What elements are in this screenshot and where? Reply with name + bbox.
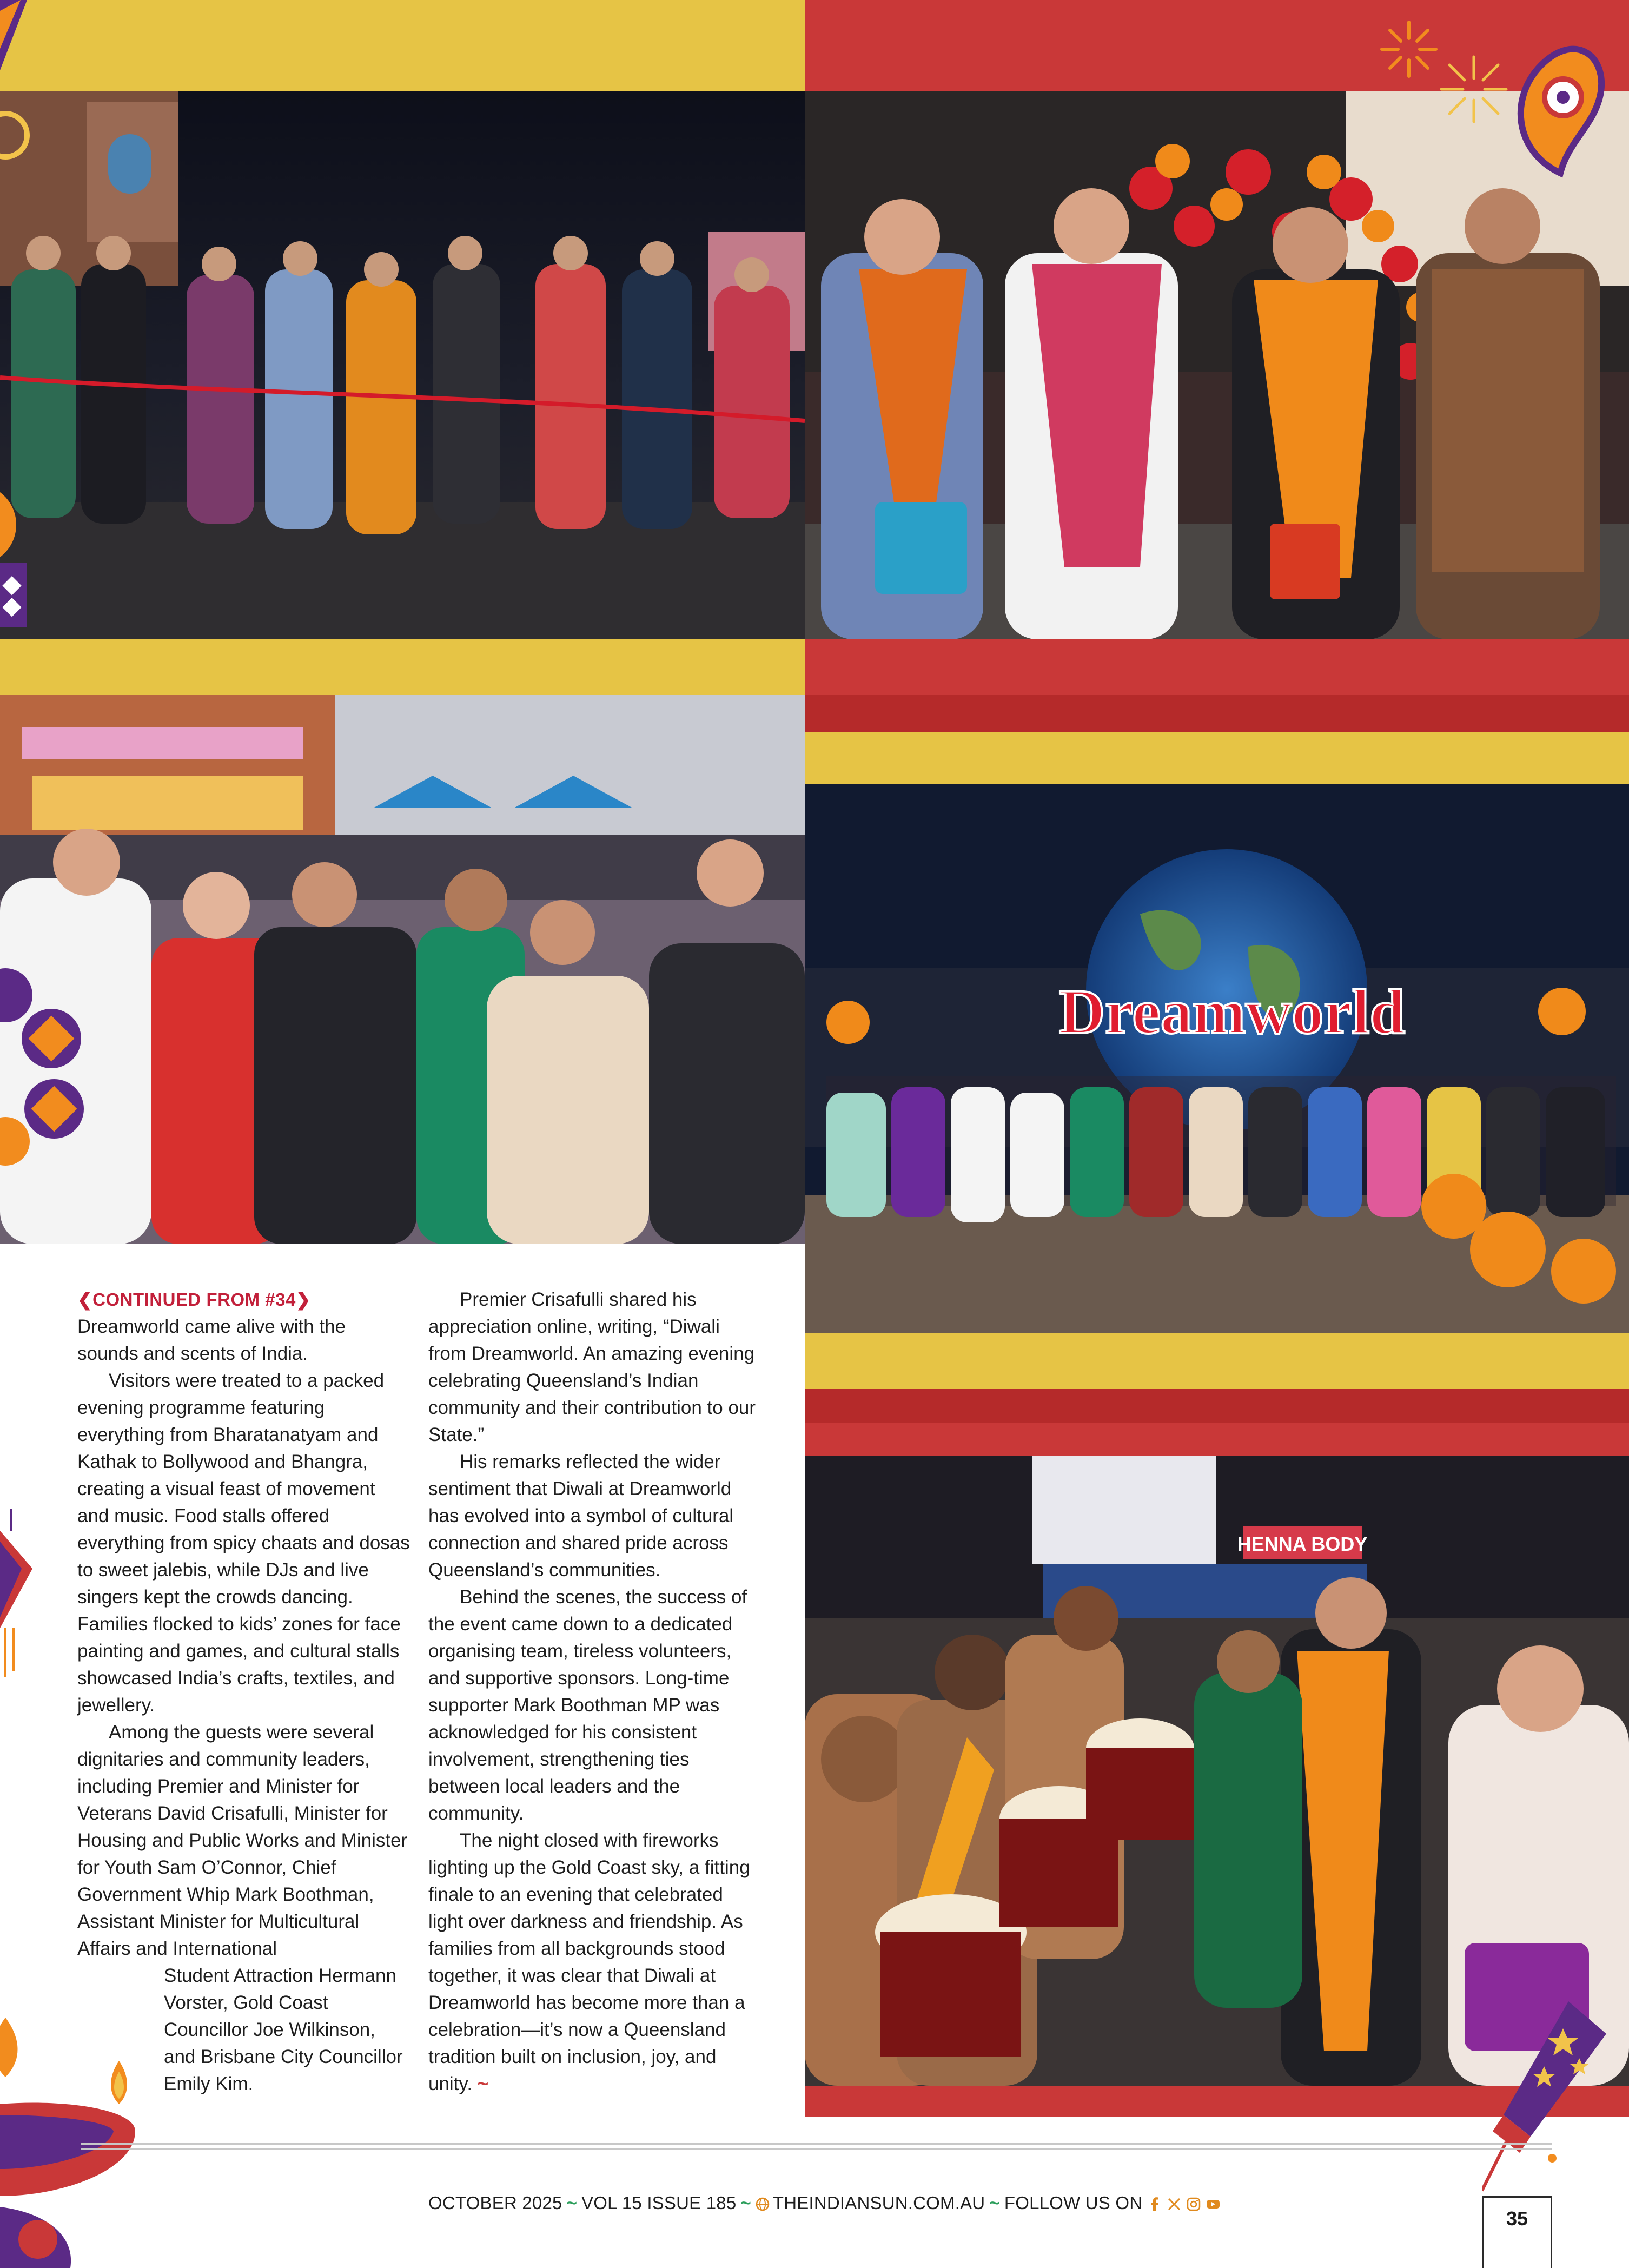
left-diamond-ornaments	[0, 963, 97, 1190]
footer-issue: VOL 15 ISSUE 185	[581, 2193, 737, 2213]
footer-website[interactable]: THEINDIANSUN.COM.AU	[772, 2193, 985, 2213]
footer-separator: ~	[989, 2193, 1000, 2213]
article-column-2	[428, 1286, 761, 2098]
end-mark-icon: ~	[477, 2073, 489, 2094]
facebook-icon[interactable]	[1148, 2197, 1162, 2211]
dreamworld-sign-text: Dreamworld	[1058, 976, 1406, 1047]
footer-rule	[81, 2143, 1552, 2145]
col2-para-4-text: The night closed with fireworks lighting up the Gold Coast sky, a fitting finale to an evening that celebrated light over darkness and friendship. As families from all backgrounds stood together, it was clear that Diwali at Dreamworld has become more than a celebration—it’s now a Queensland tradition built on inclusion, joy, and unity.	[428, 1830, 750, 2094]
mid-yellow-band-right	[805, 732, 1629, 784]
col1-para-2: Visitors were treated to a packed evening programme featuring everything from Bharatanatyam and Kathak to Bollywood and Bhangra, creating a visual feast of movement and music. Food stalls offered everything from spicy chaats and dosas to sweet jalebis, while DJs and live singers kept the crowds dancing. Families flocked to kids’ zones for face painting and games, and cultural stalls showcased India’s crafts, textiles, and jewellery.	[77, 1370, 410, 1716]
col2-para-2: His remarks reflected the wider sentiment that Diwali at Dreamworld has evolved into a symbol of cultural connection and shared pride across Queensland’s communities.	[428, 1451, 734, 1581]
footer-rule-2	[81, 2148, 1552, 2150]
continued-from-label: ❮CONTINUED FROM #34❯	[77, 1290, 312, 1310]
mid-darkred-band-right	[805, 695, 1629, 732]
photo-drummers	[805, 1456, 1629, 2086]
photo-ribbon-cutting	[0, 91, 805, 639]
footer-line	[428, 2193, 1220, 2213]
mandala-corner-icon	[0, 0, 32, 184]
lower-darkred-band-right	[805, 1389, 1629, 1423]
firework-burst-icon-2	[1439, 54, 1509, 124]
lantern-icon	[0, 1509, 43, 1688]
footer-follow: FOLLOW US ON	[1004, 2193, 1143, 2213]
col1-para-1: Dreamworld came alive with the sounds and scents of India.	[77, 1316, 346, 1364]
paisley-icon	[1509, 16, 1612, 178]
photo-crowd-clapping	[0, 695, 805, 1244]
col1-para-3-tail: Student Attraction Hermann Vorster, Gold Coast Councillor Joe Wilkinson, and Brisbane City Councillor Emily Kim.	[164, 1965, 403, 2094]
page-number: 35	[1482, 2196, 1552, 2268]
col2-para-1: Premier Crisafulli shared his appreciation online, writing, “Diwali from Dreamworld. An amazing evening celebrating Queensland’s Indian community and their contribution to our State.”	[428, 1289, 756, 1445]
col2-para-3: Behind the scenes, the success of the event came down to a dedicated organising team, tireless volunteers, and supportive sponsors. Long-time supporter Mark Boothman MP was acknowledged for his consistent involvement, strengthening ties between local leaders and the community.	[428, 1586, 747, 1824]
col2-para-4	[428, 1827, 761, 2098]
lower-yellow-band-right	[805, 1333, 1629, 1389]
footer-separator: ~	[566, 2193, 578, 2213]
globe-icon	[756, 2197, 770, 2211]
firework-rocket-icon	[1482, 2001, 1612, 2196]
article-column-1	[77, 1286, 411, 2098]
instagram-icon[interactable]	[1187, 2197, 1201, 2211]
footer-separator: ~	[740, 2193, 751, 2213]
youtube-icon[interactable]	[1206, 2197, 1220, 2211]
mid-yellow-band-left	[0, 639, 805, 695]
left-ornament-strip	[0, 487, 30, 627]
firework-burst-icon	[1379, 19, 1439, 79]
lower-red-band-right	[805, 1423, 1629, 1456]
top-yellow-band	[0, 0, 805, 91]
photo-four-dignitaries	[805, 91, 1629, 639]
x-icon[interactable]	[1167, 2197, 1181, 2211]
henna-sign-text: HENNA BODY	[1237, 1533, 1368, 1555]
mid-red-band-right	[805, 639, 1629, 695]
col1-para-3: Among the guests were several dignitaries and community leaders, including Premier and Minister for Veterans David Crisafulli, Minister for Housing and Public Works and Minister for Youth Sam O’Connor, Chief Government Whip Mark Boothman, Assistant Minister for Multicultural Affairs and International	[77, 1722, 408, 1959]
footer-date: OCTOBER 2025	[428, 2193, 562, 2213]
photo-dreamworld-group	[805, 784, 1629, 1333]
